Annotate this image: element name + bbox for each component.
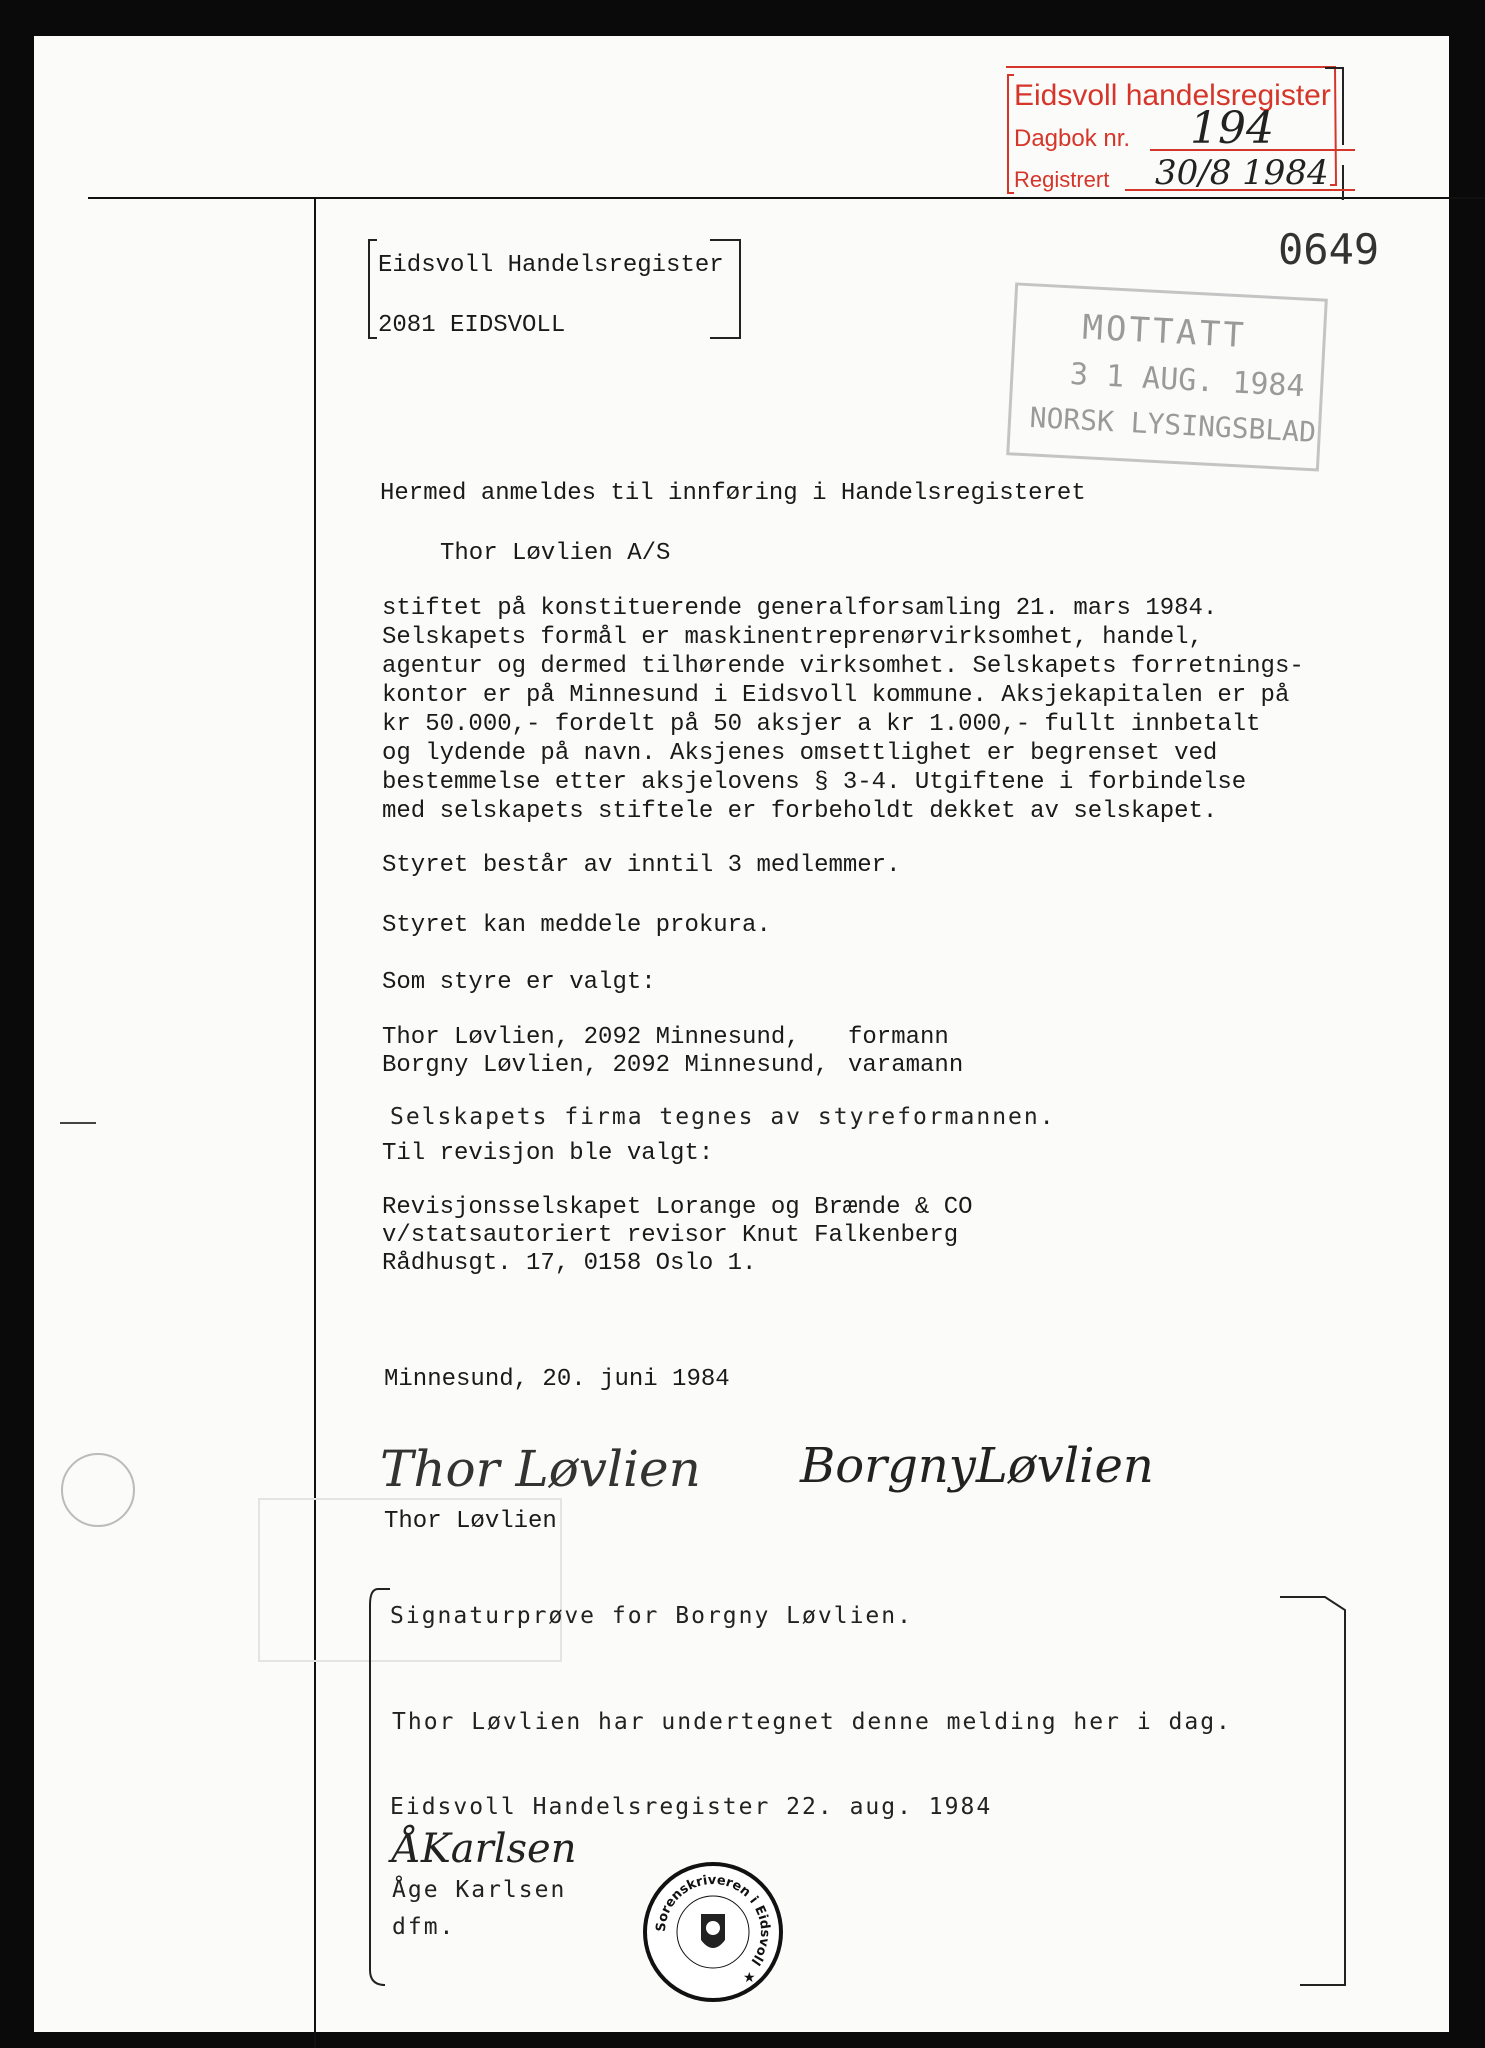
- board-member-role: formann: [848, 1024, 949, 1051]
- board-size-text: Styret består av inntil 3 medlemmer.: [382, 852, 901, 879]
- punch-hole: [58, 1450, 138, 1530]
- prokura-text: Styret kan meddele prokura.: [382, 912, 771, 939]
- body-paragraph: [382, 594, 1304, 826]
- received-stamp-date: 3 1 AUG. 1984: [1069, 356, 1306, 405]
- signer-name: Thor Løvlien: [384, 1508, 557, 1535]
- note-line1: Signaturprøve for Borgny Løvlien.: [390, 1603, 913, 1629]
- auditor-line: Rådhusgt. 17, 0158 Oslo 1.: [382, 1250, 757, 1277]
- margin-mark: [60, 1122, 96, 1124]
- note-signer-title: dfm.: [392, 1914, 456, 1940]
- signing-rule: Selskapets firma tegnes av styreformannen.: [390, 1104, 1056, 1130]
- auditor-line: Revisjonsselskapet Lorange og Brænde & CO: [382, 1194, 973, 1221]
- svg-text:★: ★: [743, 1971, 756, 1986]
- company-name: Thor Løvlien A/S: [440, 540, 671, 567]
- auditor-heading: Til revisjon ble valgt:: [382, 1140, 714, 1167]
- body-line: og lydende på navn. Aksjenes omsettlighet er begrenset ved: [382, 740, 1218, 767]
- body-line: agentur og dermed tilhørende virksomhet. Selskapets forretnings-: [382, 653, 1304, 680]
- margin-rule: [314, 197, 316, 2048]
- seal-text: Sorenskriveren i Eidsvoll: [653, 1872, 773, 1968]
- document-number: 0649: [1278, 225, 1380, 274]
- register-title: Eidsvoll handelsregister: [1014, 79, 1331, 112]
- registrert-date: 30/8 1984: [1155, 153, 1329, 193]
- signature-thor: Thor Løvlien: [380, 1440, 701, 1498]
- received-stamp-org: NORSK LYSINGSBLAD: [1028, 400, 1317, 449]
- registrert-label: Registrert: [1014, 167, 1110, 192]
- seal-graphic: [643, 1862, 783, 2002]
- register-stamp: [1000, 65, 1375, 195]
- signature-karlsen: ÅKarlsen: [392, 1826, 577, 1872]
- note-line3: Eidsvoll Handelsregister 22. aug. 1984: [390, 1794, 993, 1820]
- board-member-name: Thor Løvlien, 2092 Minnesund,: [382, 1024, 800, 1051]
- note-signer-name: Åge Karlsen: [392, 1877, 567, 1903]
- note-line2: Thor Løvlien har undertegnet denne melding her i dag.: [392, 1709, 1232, 1735]
- auditor-line: v/statsautoriert revisor Knut Falkenberg: [382, 1222, 959, 1249]
- address-line2: 2081 EIDSVOLL: [378, 312, 566, 339]
- note-brackets: [360, 1585, 1350, 1995]
- body-line: med selskapets stiftele er forbeholdt dekket av selskapet.: [382, 798, 1218, 825]
- intro-text: Hermed anmeldes til innføring i Handelsregisteret: [380, 480, 1086, 507]
- address-line1: Eidsvoll Handelsregister: [378, 252, 724, 279]
- dagbok-label: Dagbok nr.: [1014, 125, 1131, 152]
- board-member-role: varamann: [848, 1052, 964, 1079]
- board-heading: Som styre er valgt:: [382, 969, 656, 996]
- received-stamp: [1006, 282, 1330, 473]
- body-line: stiftet på konstituerende generalforsamling 21. mars 1984.: [382, 595, 1218, 622]
- place-date: Minnesund, 20. juni 1984: [384, 1366, 730, 1393]
- body-line: Selskapets formål er maskinentreprenørvirksomhet, handel,: [382, 624, 1203, 651]
- signature-borgny: BorgnyLøvlien: [800, 1438, 1154, 1494]
- body-line: kr 50.000,- fordelt på 50 aksjer a kr 1.000,- fullt innbetalt: [382, 711, 1261, 738]
- dagbok-number: 194: [1190, 103, 1274, 154]
- official-seal: [643, 1862, 783, 2002]
- body-line: bestemmelse etter aksjelovens § 3-4. Utgiftene i forbindelse: [382, 769, 1247, 796]
- board-member-name: Borgny Løvlien, 2092 Minnesund,: [382, 1052, 829, 1079]
- body-line: kontor er på Minnesund i Eidsvoll kommune. Aksjekapitalen er på: [382, 682, 1290, 709]
- received-stamp-title: MOTTATT: [1081, 307, 1248, 357]
